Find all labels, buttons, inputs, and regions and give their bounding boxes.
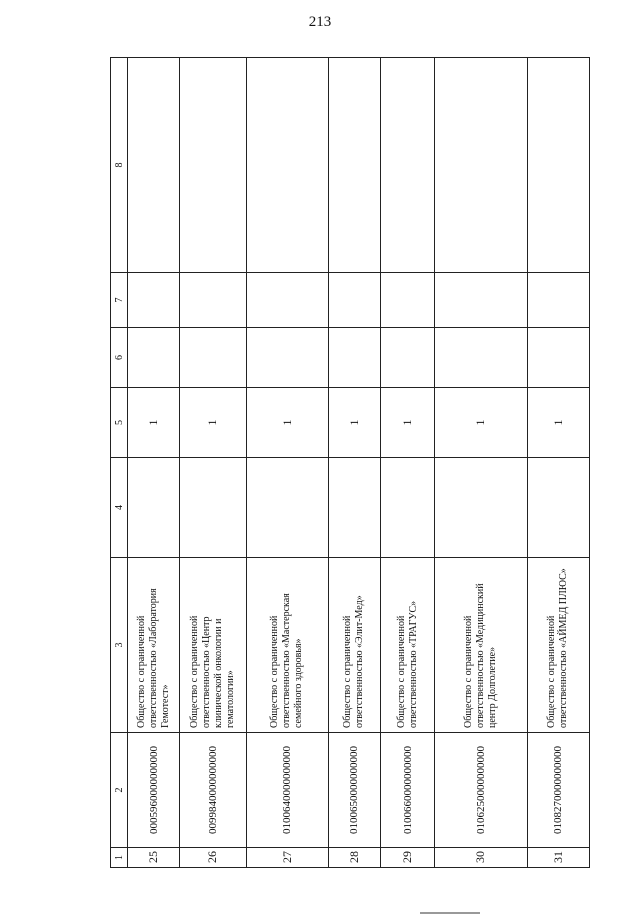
row-col-4 [128,458,180,558]
header-col-7: 7 [111,273,128,328]
row-col-5: 1 [246,388,328,458]
row-organization: Общество с ограниченной ответственностью «Элит-Мед» [328,558,380,733]
row-col-7 [381,273,435,328]
row-col-7 [435,273,527,328]
row-number: 26 [180,848,246,868]
row-col-7 [527,273,589,328]
row-code: 0108270000000000 [527,733,589,848]
row-code: 0100660000000000 [381,733,435,848]
row-col-6 [328,328,380,388]
row-number: 31 [527,848,589,868]
row-col-8 [381,58,435,273]
header-col-8: 8 [111,58,128,273]
row-col-7 [328,273,380,328]
row-col-8 [246,58,328,273]
row-col-4 [180,458,246,558]
row-col-5: 1 [381,388,435,458]
row-col-5: 1 [435,388,527,458]
row-organization: Общество с ограниченной ответственностью «Медицинский центр Долголетие» [435,558,527,733]
row-col-6 [527,328,589,388]
row-organization: Общество с ограниченной ответственностью «ТРАГУС» [381,558,435,733]
row-col-4 [381,458,435,558]
row-code: 0005960000000000 [128,733,180,848]
table-row [180,58,246,868]
header-col-2: 2 [111,733,128,848]
row-col-6 [381,328,435,388]
row-col-6 [180,328,246,388]
row-code: 0100640000000000 [246,733,328,848]
header-col-5: 5 [111,388,128,458]
header-col-4: 4 [111,458,128,558]
row-col-8 [435,58,527,273]
row-col-8 [527,58,589,273]
data-table [110,57,590,868]
row-col-6 [435,328,527,388]
row-organization: Общество с ограниченной ответственностью «АЙМЕД ПЛЮС» [527,558,589,733]
table-row [435,58,527,868]
row-col-7 [246,273,328,328]
row-code: 0100650000000000 [328,733,380,848]
row-col-5: 1 [328,388,380,458]
row-code: 0106250000000000 [435,733,527,848]
row-col-7 [180,273,246,328]
row-number: 29 [381,848,435,868]
row-col-6 [128,328,180,388]
header-col-6: 6 [111,328,128,388]
table-row [328,58,380,868]
header-col-3: 3 [111,558,128,733]
row-col-5: 1 [180,388,246,458]
row-col-4 [328,458,380,558]
row-col-7 [128,273,180,328]
row-number: 30 [435,848,527,868]
table-row [381,58,435,868]
table-row [128,58,180,868]
row-col-4 [435,458,527,558]
header-col-1: 1 [111,848,128,868]
row-organization: Общество с ограниченной ответственностью «Центр клинической онкологии и гематологии» [180,558,246,733]
rotated-table-container [110,58,590,868]
table-row [527,58,589,868]
row-col-8 [128,58,180,273]
row-code: 0099840000000000 [180,733,246,848]
row-col-5: 1 [527,388,589,458]
row-number: 27 [246,848,328,868]
row-col-8 [328,58,380,273]
row-number: 25 [128,848,180,868]
table-row [246,58,328,868]
scan-artifact-line [420,912,480,914]
row-col-8 [180,58,246,273]
row-number: 28 [328,848,380,868]
row-col-4 [246,458,328,558]
row-organization: Общество с ограниченной ответственностью «Мастерская семейного здоровья» [246,558,328,733]
row-col-4 [527,458,589,558]
page-number: 213 [308,14,332,30]
row-organization: Общество с ограниченной ответственностью «Лаборатория Гемотест» [128,558,180,733]
row-col-6 [246,328,328,388]
row-col-5: 1 [128,388,180,458]
table-header-row [111,58,128,868]
